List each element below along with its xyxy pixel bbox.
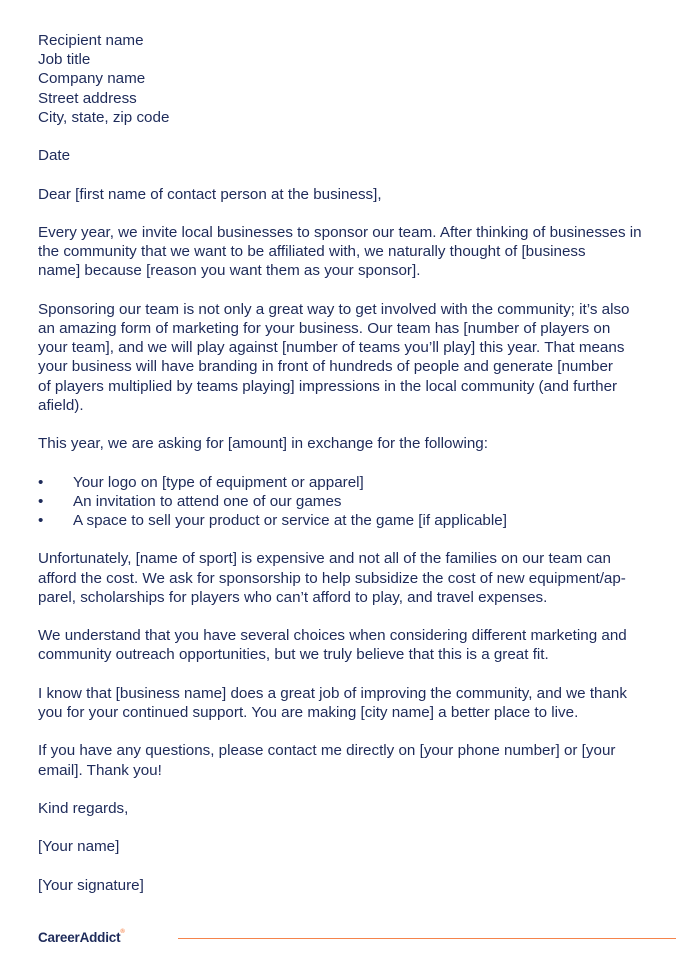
paragraph-contact bbox=[38, 741, 678, 779]
paragraph-line: Every year, we invite local businesses to sponsor our team. After thinking of businesses in bbox=[38, 223, 642, 241]
paragraph-line: I know that [business name] does a great job of improving the community, and we thank bbox=[38, 684, 627, 702]
recipient-address bbox=[38, 31, 678, 127]
letter-date: Date bbox=[38, 147, 71, 165]
paragraph-line: you for your continued support. You are making [city name] a better place to live. bbox=[38, 703, 579, 721]
paragraph-line: If you have any questions, please contact me directly on [your phone number] or [your bbox=[38, 742, 616, 760]
paragraph-benefits bbox=[38, 300, 678, 415]
bullet-icon: • bbox=[38, 492, 44, 510]
paragraph-line: the community that we want to be affiliated with, we naturally thought of [business bbox=[38, 243, 586, 261]
list-item-text: An invitation to attend one of our games bbox=[73, 492, 342, 510]
paragraph-line: your team], and we will play against [number of teams you’ll play] this year. That means bbox=[38, 339, 625, 357]
list-item bbox=[38, 511, 678, 530]
logo-text: CareerAddict bbox=[38, 930, 121, 945]
paragraph-line: name] because [reason you want them as your sponsor]. bbox=[38, 262, 421, 280]
list-item bbox=[38, 473, 678, 492]
recipient-street: Street address bbox=[38, 89, 137, 107]
closing: Kind regards, bbox=[38, 799, 129, 817]
recipient-city: City, state, zip code bbox=[38, 108, 170, 126]
sponsorship-benefits-list bbox=[38, 473, 678, 531]
paragraph-line: your business will have branding in front of hundreds of people and generate [number bbox=[38, 358, 613, 376]
paragraph-request bbox=[38, 434, 678, 453]
paragraph-line: of players multiplied by teams playing] impressions in the local community (and further bbox=[38, 377, 618, 395]
list-item-text: Your logo on [type of equipment or apparel] bbox=[73, 473, 364, 491]
registered-mark-icon: ® bbox=[120, 929, 125, 935]
bullet-icon: • bbox=[38, 473, 44, 491]
paragraph-line: Unfortunately, [name of sport] is expensive and not all of the families on our team can bbox=[38, 550, 611, 568]
paragraph-line: Sponsoring our team is not only a great way to get involved with the community; it’s also bbox=[38, 300, 630, 318]
paragraph-line: afford the cost. We ask for sponsorship to help subsidize the cost of new equipment/ap- bbox=[38, 569, 626, 587]
paragraph-line: an amazing form of marketing for your business. Our team has [number of players on bbox=[38, 319, 611, 337]
careeraddict-logo bbox=[38, 930, 125, 945]
recipient-job-title: Job title bbox=[38, 51, 91, 69]
paragraph-line: parel, scholarships for players who can’t afford to play, and travel expenses. bbox=[38, 588, 548, 606]
list-item bbox=[38, 492, 678, 511]
bullet-icon: • bbox=[38, 511, 44, 529]
paragraph-line: community outreach opportunities, but we truly believe that this is a great fit. bbox=[38, 646, 549, 664]
salutation: Dear [first name of contact person at the business], bbox=[38, 185, 382, 203]
list-item-text: A space to sell your product or service at the game [if applicable] bbox=[73, 511, 507, 529]
paragraph-line: email]. Thank you! bbox=[38, 761, 162, 779]
footer-divider bbox=[178, 938, 676, 939]
paragraph-choices bbox=[38, 626, 678, 664]
recipient-company: Company name bbox=[38, 70, 146, 88]
paragraph-line: This year, we are asking for [amount] in exchange for the following: bbox=[38, 435, 488, 453]
paragraph-thanks bbox=[38, 684, 678, 722]
paragraph-invitation bbox=[38, 223, 678, 281]
page-footer bbox=[38, 928, 676, 948]
sender-name: [Your name] bbox=[38, 838, 120, 856]
paragraph-line: afield). bbox=[38, 396, 84, 414]
paragraph-line: We understand that you have several choices when considering different marketing and bbox=[38, 627, 627, 645]
letter-body bbox=[38, 31, 678, 914]
sender-signature: [Your signature] bbox=[38, 876, 144, 894]
recipient-name: Recipient name bbox=[38, 32, 144, 49]
paragraph-cost bbox=[38, 549, 678, 607]
